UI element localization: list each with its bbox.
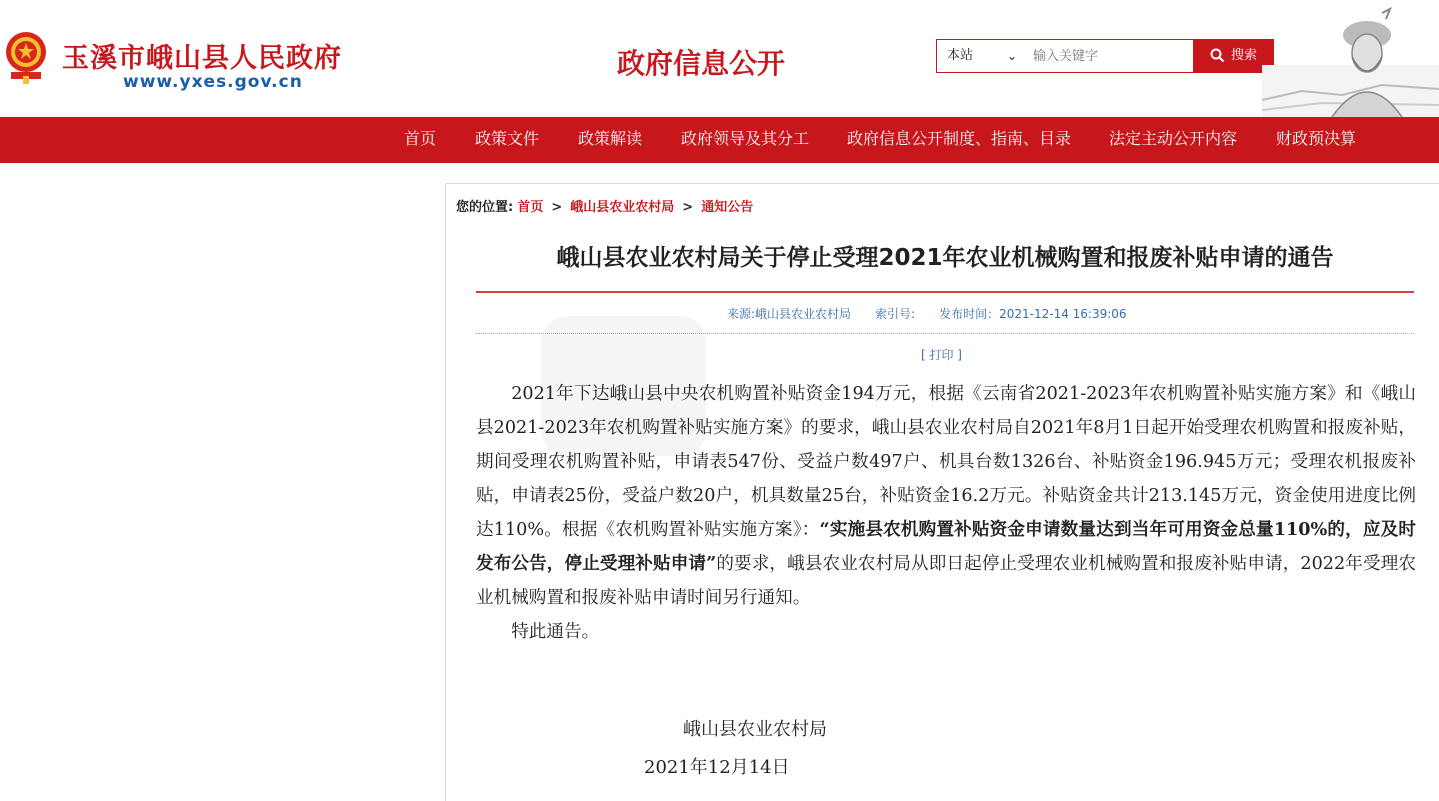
nav-item-policy-files[interactable]: 政策文件 xyxy=(475,129,540,148)
article-signature: 峨山县农业农村局 xyxy=(683,719,827,740)
search-scope-select[interactable] xyxy=(937,40,1023,72)
paragraph-quote: “实施县农机购置补贴资金申请数量达到当年可用资金总量110%的，应及时发布公告，停止受理补贴申请” xyxy=(476,519,1416,574)
main-nav xyxy=(0,117,1439,163)
search-bar xyxy=(936,39,1274,73)
article-published: 发布时间：2021-12-14 16:39:06 xyxy=(939,307,1127,321)
paragraph-text: 2021年下达峨山县中央农机购置补贴资金194万元，根据《云南省2021-2023年农机购置补贴实施方案》和《峨山县2021-2023年农机购置补贴实施方案》的要求，峨山县农业农村局自2021年8月1日起开始受理农机购置和报废补贴，期间受理农机购置补贴，申请表547份、受益户数497户、机具台数1326台、补贴资金196.945万元；受理农机报废补贴，申请表25份，受益户数20户，机具数量25台，补贴资金16.2万元。补贴资金共计213.145万元，资金使用进度比例达110%。根据《农机购置补贴实施方案》： xyxy=(476,384,1416,540)
search-input[interactable] xyxy=(1023,40,1193,72)
article-body xyxy=(476,377,1416,649)
breadcrumb-notices[interactable]: 通知公告 xyxy=(701,200,754,215)
nav-item-disclosure-system[interactable]: 政府信息公开制度、指南、目录 xyxy=(847,129,1072,148)
breadcrumb xyxy=(456,196,753,215)
search-icon xyxy=(1210,48,1225,63)
article-source: 来源:峨山县农业农村局 xyxy=(727,307,852,321)
nav-item-policy-interpretation[interactable]: 政策解读 xyxy=(578,129,643,148)
print-link[interactable]: [ 打印 ] xyxy=(921,348,962,362)
paragraph-text: 的要求，峨县农业农村局从即日起停止受理农业机械购置和报废补贴申请，2022年受理农业机械购置和报废补贴申请时间另行通知。 xyxy=(476,554,1416,608)
chevron-down-icon: ⌄ xyxy=(1007,49,1018,63)
article-closing: 特此通告。 xyxy=(511,622,600,642)
breadcrumb-home[interactable]: 首页 xyxy=(517,200,544,215)
article-meta xyxy=(727,305,1151,322)
article-index: 索引号: xyxy=(875,307,916,321)
breadcrumb-prefix: 您的位置: xyxy=(456,200,514,215)
breadcrumb-separator: > xyxy=(551,200,563,215)
meta-divider xyxy=(476,333,1414,334)
article-paragraph xyxy=(476,377,1416,615)
article-panel xyxy=(445,183,1439,801)
article-date: 2021年12月14日 xyxy=(644,757,790,778)
breadcrumb-separator: > xyxy=(682,200,694,215)
nav-item-budget[interactable]: 财政预决算 xyxy=(1276,129,1357,148)
search-button-label: 搜索 xyxy=(1230,48,1257,63)
portrait-sketch-image xyxy=(1262,5,1439,117)
nav-item-leadership[interactable]: 政府领导及其分工 xyxy=(681,129,810,148)
nav-item-statutory-disclosure[interactable]: 法定主动公开内容 xyxy=(1109,129,1238,148)
section-title: 政府信息公开 xyxy=(617,47,786,80)
nav-item-home[interactable]: 首页 xyxy=(404,129,437,148)
site-title[interactable]: 玉溪市峨山县人民政府 xyxy=(62,43,342,74)
site-header xyxy=(0,0,1439,117)
national-emblem-icon xyxy=(3,28,49,84)
site-url[interactable]: www.yxes.gov.cn xyxy=(123,72,303,92)
search-scope-value: 本站 xyxy=(947,48,974,63)
article-title: 峨山县农业农村局关于停止受理2021年农业机械购置和报废补贴申请的通告 xyxy=(556,245,1334,271)
title-divider xyxy=(476,291,1414,293)
breadcrumb-department[interactable]: 峨山县农业农村局 xyxy=(570,200,675,215)
